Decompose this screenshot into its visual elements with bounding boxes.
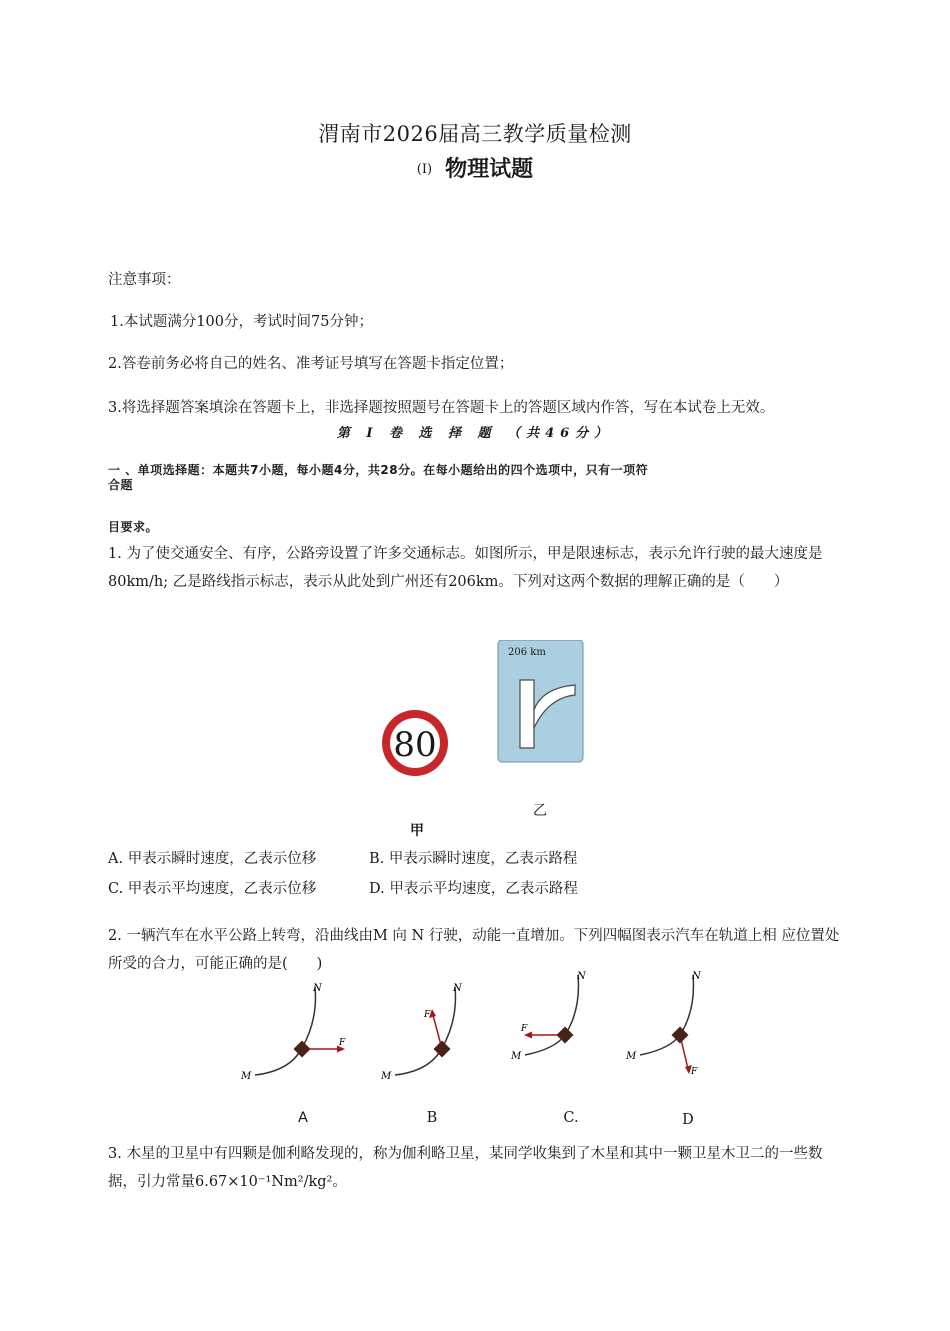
point-n: N — [313, 983, 322, 994]
q2-diagram-a — [235, 975, 355, 1085]
note-item-1: 1.本试题满分100分，考试时间75分钟； — [110, 314, 373, 330]
force-label: F — [521, 1024, 528, 1034]
q1-option-a[interactable]: A. 甲表示瞬时速度，乙表示位移 — [108, 851, 317, 867]
q2-label-b[interactable]: B — [426, 1110, 438, 1126]
point-n: N — [577, 971, 586, 982]
question-1-text: 1. 为了使交通安全、有序，公路旁设置了许多交通标志。如图所示，甲是限速标志，表示允许行驶的最大速度是80km/h; 乙是路线指示标志，表示从此处到广州还有206km。下列对这两个数据的理解正确的是（ ） — [108, 546, 823, 590]
q2-diagram-c — [505, 965, 625, 1075]
question-3-text: 3. 木星的卫星中有四颗是伽利略发现的，称为伽利略卫星，某同学收集到了木星和其中一颗卫星木卫二的一些数据，引力常量6.67×10⁻¹Nm²/kg²。 — [108, 1146, 823, 1190]
exam-subtitle — [0, 152, 950, 183]
point-m: M — [381, 1071, 392, 1082]
question-1-figure — [370, 640, 600, 785]
exam-title: 渭南市2026届高三教学质量检测 — [318, 122, 632, 146]
q2-label-a[interactable]: A — [298, 1110, 308, 1126]
force-label: F — [691, 1067, 698, 1077]
section-title: 第 I 卷 选 择 题 （共46分） — [336, 426, 614, 441]
point-n: N — [453, 983, 462, 994]
point-m: M — [626, 1051, 637, 1062]
q1-option-c[interactable]: C. 甲表示平均速度，乙表示位移 — [108, 881, 317, 897]
q2-label-d[interactable]: D — [682, 1112, 694, 1128]
figure-label-jia: 甲 — [410, 823, 424, 839]
q1-option-d[interactable]: D. 甲表示平均速度，乙表示路程 — [369, 881, 578, 897]
part-instructions-line2: 合题 — [108, 478, 134, 492]
point-m: M — [511, 1051, 522, 1062]
note-item-3: 3.将选择题答案填涂在答题卡上，非选择题按照题号在答题卡上的答题区域内作答，写在本试卷上无效。 — [108, 400, 775, 416]
q2-diagram-b — [375, 975, 495, 1085]
speed-limit-value: 80 — [393, 725, 437, 765]
figure-label-yi: 乙 — [533, 803, 547, 819]
volume-marker: (I) — [416, 162, 433, 177]
force-label: F — [424, 1010, 431, 1020]
point-n: N — [692, 971, 701, 982]
point-m: M — [241, 1071, 252, 1082]
question-2-text: 2. 一辆汽车在水平公路上转弯，沿曲线由M 向 N 行驶，动能一直增加。下列四幅图表示汽车在轨道上相 应位置处所受的合力，可能正确的是( ) — [108, 928, 840, 972]
car-block — [294, 1041, 311, 1058]
part-instructions-line3: 目要求。 — [108, 520, 159, 534]
force-label: F — [339, 1038, 346, 1048]
notes-heading: 注意事项： — [108, 272, 181, 288]
speed-limit-sign — [382, 710, 448, 776]
q2-label-c[interactable]: C. — [563, 1110, 579, 1126]
route-distance: 206 km — [508, 647, 546, 658]
q2-diagram-d — [620, 965, 740, 1080]
car-block — [434, 1041, 451, 1058]
route-sign — [498, 640, 583, 762]
note-item-2: 2.答卷前务必将自己的姓名、准考证号填写在答题卡指定位置； — [108, 356, 514, 372]
subject-title: 物理试题 — [445, 157, 534, 182]
q1-option-b[interactable]: B. 甲表示瞬时速度，乙表示路程 — [369, 851, 578, 867]
part-instructions-line1: 一 、单项选择题：本题共7小题，每小题4分，共28分。在每小题给出的四个选项中，只有一项符 — [108, 463, 649, 477]
